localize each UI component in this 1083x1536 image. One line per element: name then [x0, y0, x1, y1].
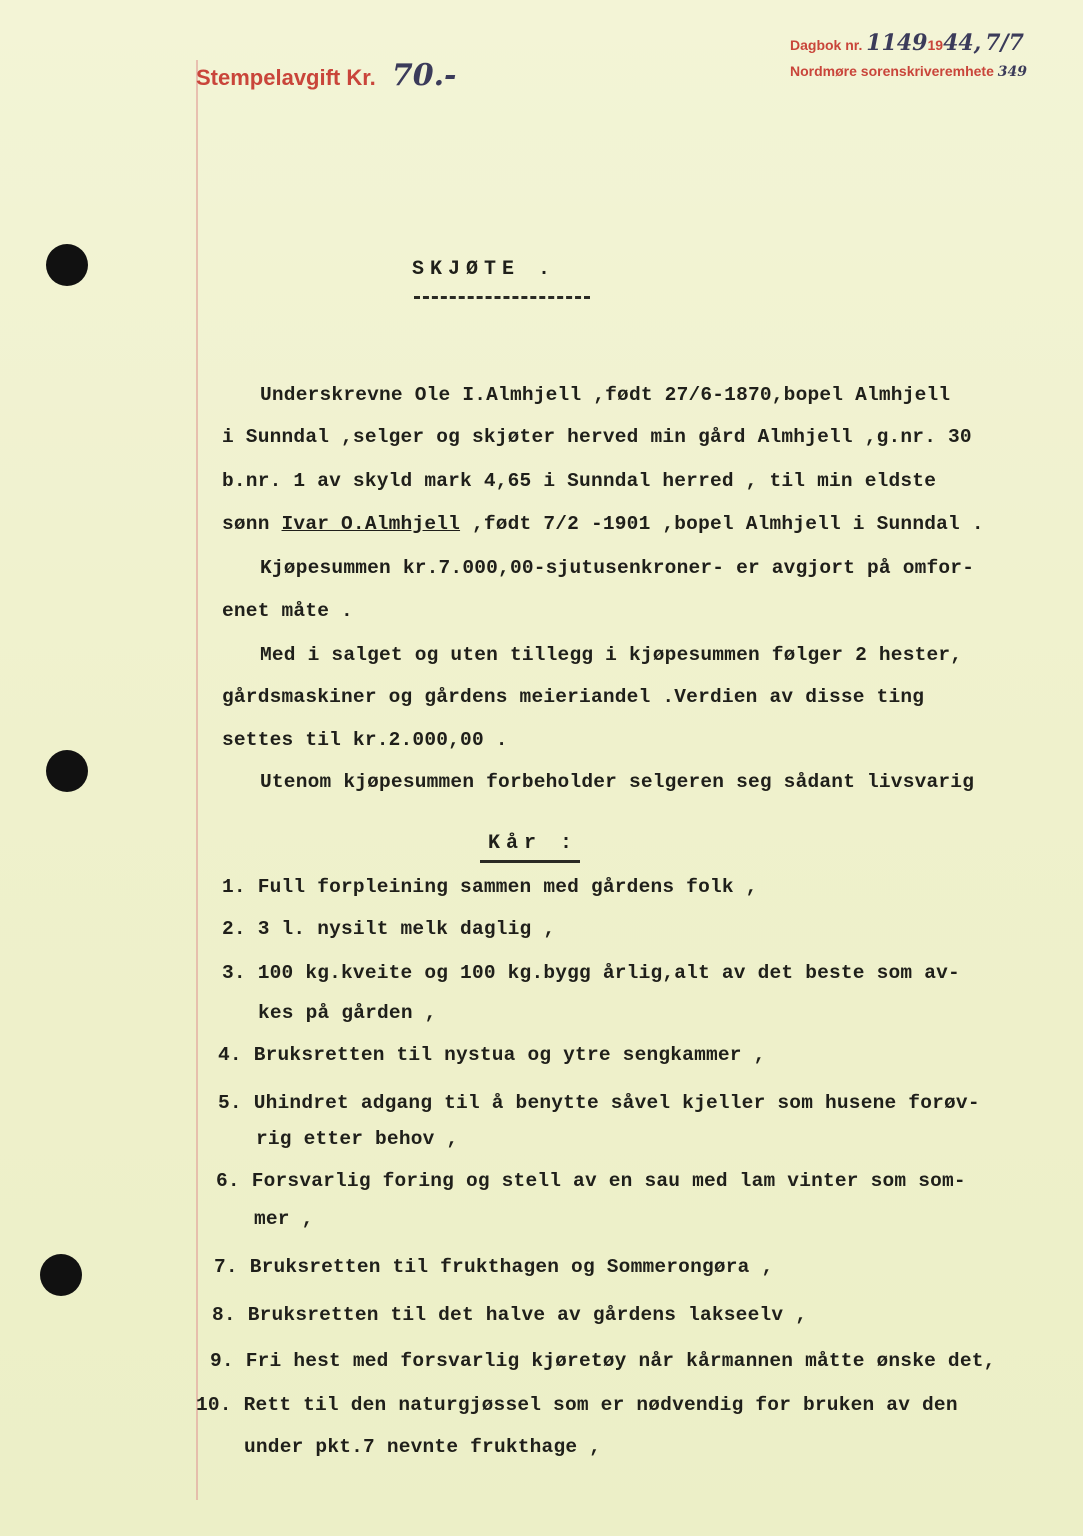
list-item: rig etter behov , — [256, 1128, 459, 1150]
text-line: b.nr. 1 av skyld mark 4,65 i Sunndal herred , til min eldste — [222, 470, 937, 492]
text-line: Kjøpesummen kr.7.000,00-sjutusenkroner- er avgjort på omfor- — [260, 557, 975, 579]
fee-amount: 70.- — [391, 58, 457, 93]
list-item: 4. Bruksretten til nystua og ytre sengkammer , — [218, 1044, 766, 1066]
buyer-name: Ivar O.Almhjell — [281, 513, 461, 535]
folio-number: 349 — [997, 64, 1027, 80]
list-item: 2. 3 l. nysilt melk daglig , — [222, 918, 556, 940]
text-line: gårdsmaskiner og gårdens meieriandel .Verdien av disse ting — [222, 686, 925, 708]
list-item: 3. 100 kg.kveite og 100 kg.bygg årlig,alt av det beste som av- — [222, 962, 960, 984]
dagbok-date: 7/7 — [985, 30, 1024, 56]
text-line: Utenom kjøpesummen forbeholder selgeren seg sådant livsvarig — [260, 771, 975, 793]
list-item: 7. Bruksretten til frukthagen og Sommerongøra , — [214, 1256, 774, 1278]
dagbok-number: 1149 — [866, 30, 928, 56]
list-item: 8. Bruksretten til det halve av gårdens lakseelv , — [212, 1304, 808, 1326]
punch-hole — [46, 244, 88, 286]
fee-label: Stempelavgift Kr. — [196, 65, 376, 90]
punch-hole — [46, 750, 88, 792]
dagbok-label: Dagbok nr. — [790, 37, 863, 53]
text-line — [222, 513, 984, 535]
punch-hole — [40, 1254, 82, 1296]
kar-heading: Kår : — [488, 832, 579, 855]
dagbok-year-prefix: 19 — [927, 37, 944, 53]
dagbok-year: 44, — [943, 30, 982, 56]
list-item: mer , — [254, 1208, 314, 1230]
text-line: settes til kr.2.000,00 . — [222, 729, 508, 751]
text-fragment: ,født 7/2 -1901 ,bopel Almhjell i Sunndal . — [460, 513, 984, 535]
list-item: 5. Uhindret adgang til å benytte såvel kjeller som husene forøv- — [218, 1092, 980, 1114]
list-item: 10. Rett til den naturgjøssel som er nødvendig for bruken av den — [196, 1394, 958, 1416]
list-item: under pkt.7 nevnte frukthage , — [244, 1436, 602, 1458]
text-line: enet måte . — [222, 600, 353, 622]
margin-line — [196, 60, 198, 1500]
text-line: Med i salget og uten tillegg i kjøpesummen følger 2 hester, — [260, 644, 963, 666]
document-title: SKJØTE . — [412, 258, 557, 281]
kar-underline — [480, 860, 580, 863]
fee-stamp — [196, 58, 457, 93]
office-name: Nordmøre sorenskriveremhete — [790, 63, 994, 79]
text-line: Underskrevne Ole I.Almhjell ,født 27/6-1870,bopel Almhjell — [260, 384, 951, 406]
list-item: 1. Full forpleining sammen med gårdens folk , — [222, 876, 758, 898]
list-item: kes på gården , — [258, 1002, 437, 1024]
list-item: 9. Fri hest med forsvarlig kjøretøy når kårmannen måtte ønske det, — [210, 1350, 996, 1372]
list-item: 6. Forsvarlig foring og stell av en sau med lam vinter som som- — [216, 1170, 966, 1192]
registry-stamp — [790, 30, 1027, 85]
text-line: i Sunndal ,selger og skjøter herved min gård Almhjell ,g.nr. 30 — [222, 426, 972, 448]
title-underline — [414, 296, 590, 299]
text-fragment: sønn — [222, 513, 282, 535]
